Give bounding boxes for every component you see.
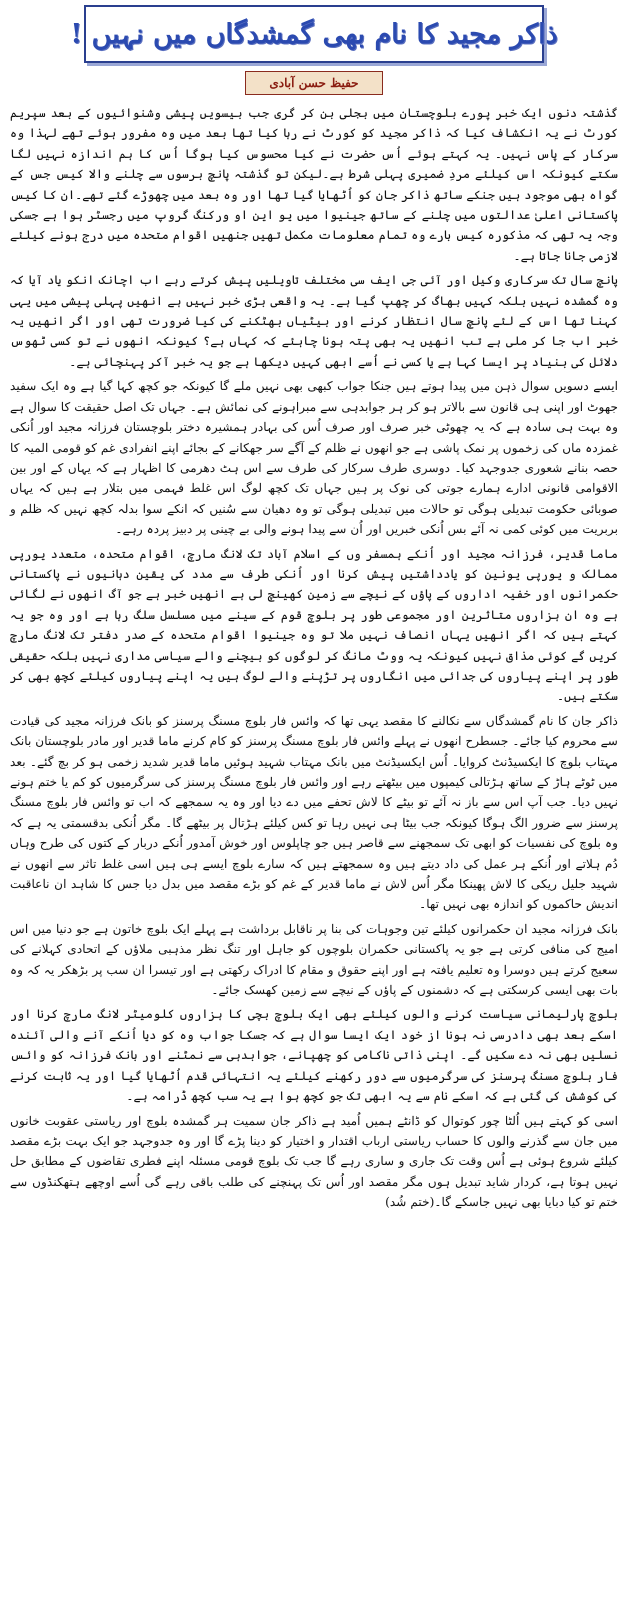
- byline-container: [10, 71, 618, 95]
- article-paragraph: اسی کو کہتے ہیں اُلٹا چور کوتوال کو ڈانٹے ہمیں اُمید ہے ذاکر جان سمیت ہر گمشدہ بلوچ اور ریاستی عقوبت خانوں میں جان سے گذرنے والوں کا حساب ریاستی ارباب اقتدار و اختیار کو دینا پڑے گا اور وہ جدوجہد جو ایک بہت بڑے مقصد کیلئے شروع ہوئی ہے اُس وقت تک جاری و ساری رہے گا جب تک بلوچ قومی مسئلہ اپنے فطری تقاضوں کے مطابق حل نہیں ہوتا ہے، کردار شاید تبدیل ہوں مگر مقصد اور اُس تک پہنچنے کی طلب باقی رہے گی اُسے اوچھے ہتھکنڈوں سے ختم تو کیا دبایا بھی نہیں جاسکے گا۔(ختم شُد): [10, 1113, 618, 1210]
- article-paragraph: گذشتہ دنوں ایک خبر پورے بلوچستان میں بجلی بن کر گری جب بیسویں پیشی وشنوائیوں کے بعد سپریم کورٹ نے یہ انکشاف کیا کہ ذاکر مجید کو کورٹ نے رہا کیا تھا بعد میں وہ مفرور ہوئے تھے لہذا وہ سرکار کے پاس نہیں۔ یہ کہتے ہوئے اُس حضرت نے کیا محسوس کیا ہوگا اُس کا ہم اندازہ نہیں لگا سکتے کیونکہ اس کیلئے مردِ ضمیری پہلی شرط ہے۔لیکن تو گذشتہ پانچ برسوں سے چلنے والا کیس جس کے گواہ بھی موجود ہیں جنکے ساتھ ذاکر جان کو اُٹھایا گیا تھا اور وہ بعد میں چھوڑے گئے تھے۔ان کا کیس پاکستانی اعلیٰ عدالتوں میں چلنے کے ساتھ جینیوا میں یو این او ورکنگ گروپ میں رجسٹر ہوا ہے جسکی وجہ یہ تھی کہ مذکورہ کیس بارے وہ تمام معلومات مکمل تھیں جنھیں اقوام متحدہ میں درج ہونے کیلئے لازمی جانا جاتا ہے۔: [10, 106, 618, 263]
- article-paragraph: ایسے دسویں سوال ذہن میں پیدا ہوتے ہیں جنکا جواب کبھی بھی نہیں ملے گا کیونکہ جو کچھ کہا گیا ہے وہ ایک سفید جھوٹ اور اپنی ہی قانون سے بالاتر ہو کر ہر جوابدہی سے مبراہونے کی نمائش ہے۔ جہاں تک اصل حقیقت کا سوال ہے وہ بہت ہی سادہ ہے کہ یہ چھوٹی خبر صرف اور صرف اُس کی بہادر ہمشیرہ دختر بلوچستان فرزانہ مجید اور اُنکی غمزدہ ماں کی زخموں پر نمک پاشی ہے جو انھوں نے ظلم کے آگے سر جھکانے کے بجائے اپنے انفرادی غم کو قومی المیہ کا حصہ بنانے شعوری جدوجہد کیا۔ دوسری طرف سرکار کی طرف سے اس ہٹ دھرمی کا اظہار ہے کہ یہاں کے اور بین الاقوامی قانونی ادارے ہمارے جوتی کی نوک پر ہیں جہاں تک کچھ لوگ اس غلط فہمی میں بتلار ہے ہیں کہ یہاں صوبائی حکومت تبدیلی ہوگی تو حالات میں تبدیلی ہوگی تو وہ دھیان سے سُنیں کہ انکے سوا بدلہ کچھ نہیں کہ ظلم و بربریت میں کوئی کمی نہ آئے بس اُنکی خبریں اور اُن سے پیدا ہونے والی بے چینی پر دبیز پردہ رہے۔: [10, 379, 618, 537]
- article-title: ذاکر مجید کا نام بھی گمشدگاں میں نہیں !: [70, 18, 558, 50]
- title-banner: [70, 5, 558, 63]
- article-paragraph: بانک فرزانہ مجید ان حکمرانوں کیلئے تین وجوہات کی بنا پر ناقابل برداشت ہے پہلے ایک بلوچ خاتون ہے جو دنیا میں اس امیج کی منافی کرتی ہے جو یہ پاکستانی حکمران بلوچوں کو جاہل اور تنگ نظر مذہبی ملاؤں کے اتحادی کہلانے کی سعیج کرتے ہیں دوسرا وہ تعلیم یافتہ ہے اور اپنے حقوق و مقام کا ادراک رکھتی ہے اور تیسرا ان سب پر بڑھکر یہ کہ وہ بات بھی ایسی کرسکتی ہے کہ دشمنوں کے پاؤں کے نیچے سے زمین کھسک جائے۔: [10, 921, 618, 998]
- author-byline: حفیظ حسن آبادی: [245, 71, 383, 95]
- article-paragraph: ماما قدیر، فرزانہ مجید اور اُنکے ہمسفر وں کے اسلام آباد تک لانگ مارچ، اقوام متحدہ، متعدد یورپی ممالک و یورپی یونین کو یادداشتیں پیش کرنا اور اُنکی طرف سے مدد کی یقین دہانیوں نے پاکستانی حکمرانوں اور خفیہ اداروں کے پاؤں کے نیچے سے زمین کھینچ لی ہے انھیں خبر ہے جو آگ انھوں نے لگائی ہے وہ ان ہزاروں متاثرین اور مجموعی طور پر بلوچ قوم کے سینے میں مسلسل سلگ رہا ہے اور وہ جو یہ کہتے ہیں کہ اگر انھیں یہاں انصاف نہیں ملا تو وہ جینیوا اقوام متحدہ کے صدر دفتر تک لانگ مارچ کریں گے کوئی مذاق نہیں کیونکہ یہ ووٹ مانگ کر لوگوں کو بیچنے والے سیاسی مداری نہیں بلکہ حقیقی طور پر اپنے پیاروں کی جدائی میں انگاروں پر تڑپنے والے لوگ ہیں یہ اپنے پیاروں کیلئے کچھ بھی کر سکتے ہیں۔: [10, 546, 618, 704]
- article-body: [10, 103, 618, 1213]
- article-paragraph: ذاکر جان کا نام گمشدگاں سے نکالنے کا مقصد یہی تھا کہ وائس فار بلوچ مسنگ پرسنز کو بانک فرزانہ مجید کی قیادت سے محروم کیا جائے۔ جسطرح انھوں نے پہلے وائس فار بلوچ مسنگ پرسنز کو کام کرنے ماما قدیر اور مادر بلوچستان بانک مہتاب بلوچ کا ایکسیڈنٹ کروایا۔ اُس ایکسیڈنٹ میں بانک مہتاب شہید ہوئیں ماما قدیر شدید زخمی ہو کر بچ گئے۔ بعد میں ٹوٹے ہاڑ کے ساتھ ہڑتالی کیمپوں میں بیٹھتے رہے اور وائس فار بلوچ مسنگ پرسنز کی سرگرمیوں کو کم یا ختم ہونے نہیں دیا۔ جب آپ اس سے باز نہ آئے تو بیٹے کا لاش تحفے میں دے دیا اور وہ یہ سمجھے کہ اب تو وائس فار بلوچ مسنگ پرسنز سے ضرور الگ ہوگا کیونکہ جب بیٹا ہی نہیں رہا تو کس کیلئے ہڑتال پر بیٹھے گا۔ مگر اُنکی بدقسمتی یہ ہے کہ وہ بلوچ کی نفسیات کو ابھی تک سمجھنے سے قاصر ہیں جو چاپلوس اور خوش آمدور اُنکے دربار کے کتوں کی طرح وہاں دُم ہلاتے اور اُنکے ہر عمل کی داد دیتے ہیں وہ سمجھتے ہیں کہ سارے بلوچ ایسے ہی ہیں اسی غلط تاثر سے انھوں نے شہید جلیل ریکی کا لاش پھینکا مگر اُس لاش نے ماما قدیر کے غم کو بڑے مقصد میں بدل دیا جس کا شاہد ان ناعاقبت اندیش حاکموں کو اندازہ بھی نہیں تھا۔: [10, 713, 618, 912]
- article-paragraph: بلوچ پارلیمانی سیاست کرنے والوں کیلئے بھی ایک بلوچ بچی کا ہزاروں کلومیٹر لانگ مارچ کرنا اور اسکے بعد بھی دادرسی نہ ہونا از خود ایک ایسا سوال ہے کہ جسکا جواب وہ کو دیا اُنکے آنے والی آئندہ نسلیں بھی نہ دے سکیں گے۔ اپنی ذاتی ناکامی کو چھپانے، جوابدہی سے نمٹنے اور بانک فرزانہ کو وائس فار بلوچ مسنگ پرسنز کی سرگرمیوں سے دور رکھنے کیلئے یہ انتہائی قدم اُٹھایا گیا اور یہ ثابت کرنے کی کوشش کی گئی ہے کہ اسکے نام سے یہ ابھی تک جو کچھ ہوا ہے یہ سب کچھ ڈرامہ ہے۔: [10, 1007, 618, 1104]
- article-paragraph: پانچ سال تک سرکاری وکیل اور آئی جی ایف سی مختلف تاویلیں پیش کرتے رہے اب اچانک انکو یاد آیا کہ وہ گمشدہ نہیں بلکہ کہیں بھاگ کر چھپ گیا ہے۔ یہ واقعی بڑی خبر نہیں ہے انھیں پہلی پیشی میں یہی کہنا تھا اس کے لئے پانچ سال انتظار کرنے اور بیٹیاں بھٹکنے کی کیا ضرورت تھی اور اگر انھیں یہ خبر اب جا کر ملی ہے تب انھیں یہ بھی پتہ ہونا چاہئے کہ کہاں ہے؟ کیونکہ انھوں نے تو کسی ٹھوس دلائل کی بنیاد پر ایسا کہا ہے یا کسی نے اُسے ابھی کہیں دیکھا ہے جو یہ خبر آکر پہنچائی ہے۔: [10, 273, 618, 369]
